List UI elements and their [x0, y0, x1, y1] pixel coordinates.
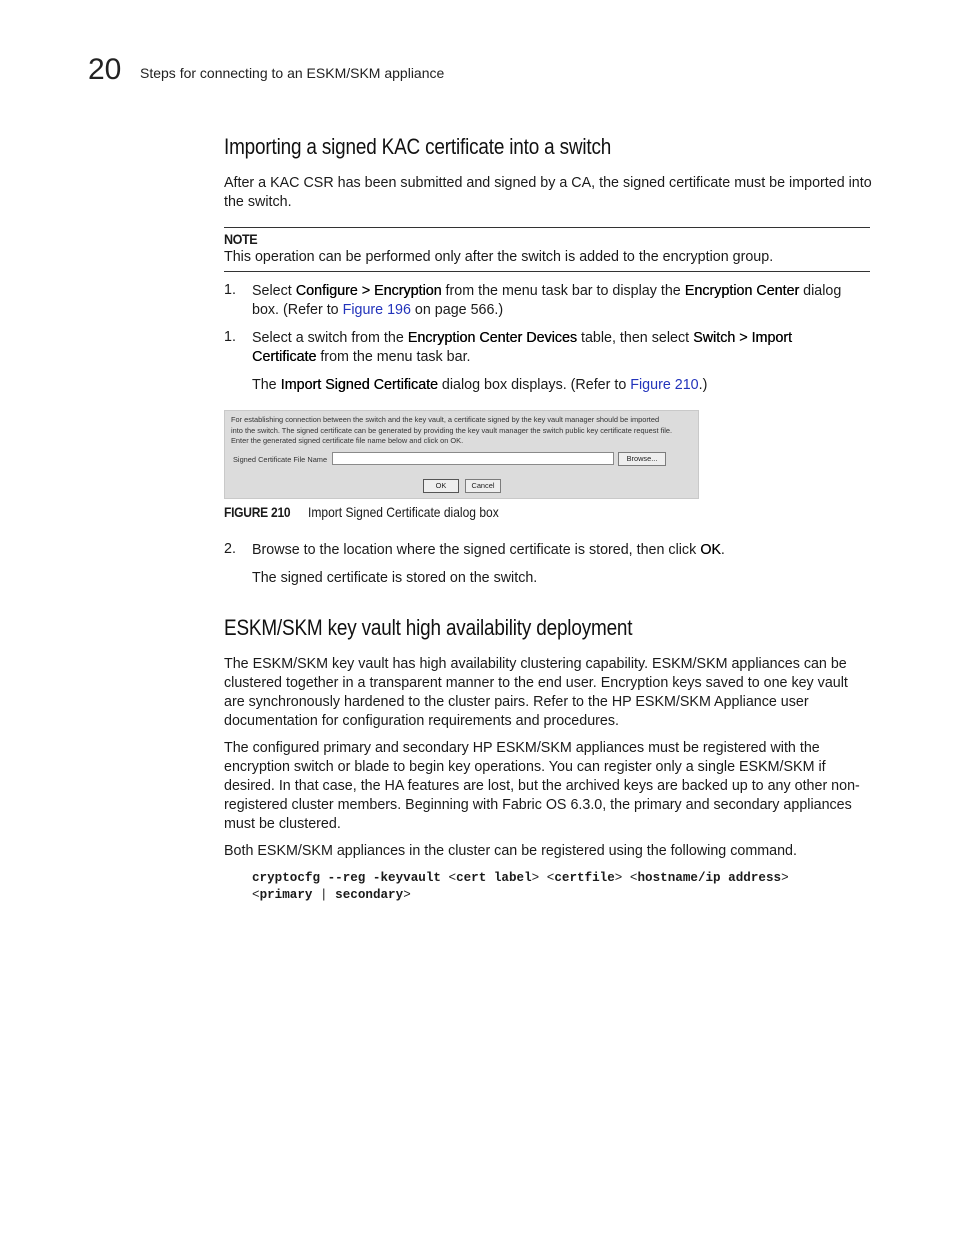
- dialog-instructions: [231, 415, 697, 447]
- figure-caption-label: FIGURE 210: [224, 504, 291, 520]
- certificate-file-name-input[interactable]: [332, 452, 614, 465]
- step-browse-and-ok: Browse to the location where the signed certificate is stored, then click OK.: [252, 542, 725, 558]
- command-line-1: cryptocfg --reg -keyvault <cert label> <certfile> <hostname/ip address>: [252, 871, 789, 885]
- ok-button[interactable]: OK: [423, 479, 459, 493]
- table-name-encryption-center-devices: Encryption Center Devices: [407, 330, 578, 346]
- step-result-dialog-displays: The Import Signed Certificate dialog box displays. (Refer to Figure 210.): [252, 377, 708, 393]
- dialog-instruction-line: into the switch. The signed certificate can be generated by providing the key vault manager the switch public key certificate request file.: [231, 425, 673, 435]
- dialog-name-import-signed-certificate: Import Signed Certificate: [280, 377, 438, 393]
- certificate-file-name-label: Signed Certificate File Name: [233, 455, 328, 464]
- ha-paragraph-3: Both ESKM/SKM appliances in the cluster can be registered using the following command.: [224, 843, 797, 859]
- link-figure-210[interactable]: Figure 210: [630, 377, 699, 393]
- note-top-rule: [224, 227, 870, 228]
- intro-paragraph: After a KAC CSR has been submitted and signed by a CA, the signed certificate must be imported into the switch.: [224, 175, 872, 210]
- section-heading-import: Importing a signed KAC certificate into a switch: [224, 134, 612, 159]
- dialog-name-encryption-center: Encryption Center: [684, 283, 800, 299]
- figure-caption-text: Import Signed Certificate dialog box: [308, 504, 499, 520]
- command-line-2: <primary | secondary>: [252, 888, 411, 902]
- command-syntax: [252, 870, 852, 904]
- running-title: Steps for connecting to an ESKM/SKM appliance: [140, 65, 445, 81]
- note-label: NOTE: [224, 231, 258, 247]
- step-number: 1.: [224, 282, 236, 298]
- cancel-button[interactable]: Cancel: [465, 479, 501, 493]
- note-bottom-rule: [224, 271, 870, 272]
- ha-paragraph-1: The ESKM/SKM key vault has high availability clustering capability. ESKM/SKM appliances can be clustered together in a transparent manner to the end user. Encryption keys saved to one key vault are synchronously hardened to the cluster pairs. Refer to the HP ESKM/SKM Appliance user documentation for configuration requirements and procedures.: [224, 656, 848, 729]
- step-result-stored: The signed certificate is stored on the switch.: [252, 570, 538, 586]
- dialog-instruction-line: Enter the generated signed certificate file name below and click on OK.: [231, 436, 464, 446]
- step-select-switch: Select a switch from the Encryption Center Devices table, then select Switch > Import Certificate from the menu task bar.: [252, 330, 792, 365]
- step-number: 1.: [224, 329, 236, 345]
- note-text: This operation can be performed only after the switch is added to the encryption group.: [224, 249, 774, 265]
- ha-paragraph-2: The configured primary and secondary HP ESKM/SKM appliances must be registered with the encryption switch or blade to begin key operations. You can register only a single ESKM/SKM if desired. In that case, the HA features are lost, but the archived keys are backed up to any other non-registered cluster members. Beginning with Fabric OS 6.3.0, the primary and secondary appliances must be clustered.: [224, 740, 860, 832]
- ok-reference: OK: [700, 542, 721, 558]
- browse-button[interactable]: Browse...: [618, 452, 666, 466]
- step-select-configure: Select Configure > Encryption from the menu task bar to display the Encryption Center dialog box. (Refer to Figure 196 on page 566.): [252, 283, 842, 318]
- step-number: 2.: [224, 541, 236, 557]
- chapter-number: 20: [88, 53, 122, 86]
- dialog-instruction-line: For establishing connection between the switch and the key vault, a certificate signed by the key vault manager should be imported: [231, 415, 660, 424]
- menu-path-switch-import: Switch > Import Certificate: [252, 330, 792, 365]
- link-figure-196[interactable]: Figure 196: [342, 302, 411, 318]
- menu-path-configure-encryption: Configure > Encryption: [295, 283, 442, 299]
- section-heading-ha: ESKM/SKM key vault high availability deployment: [224, 615, 633, 640]
